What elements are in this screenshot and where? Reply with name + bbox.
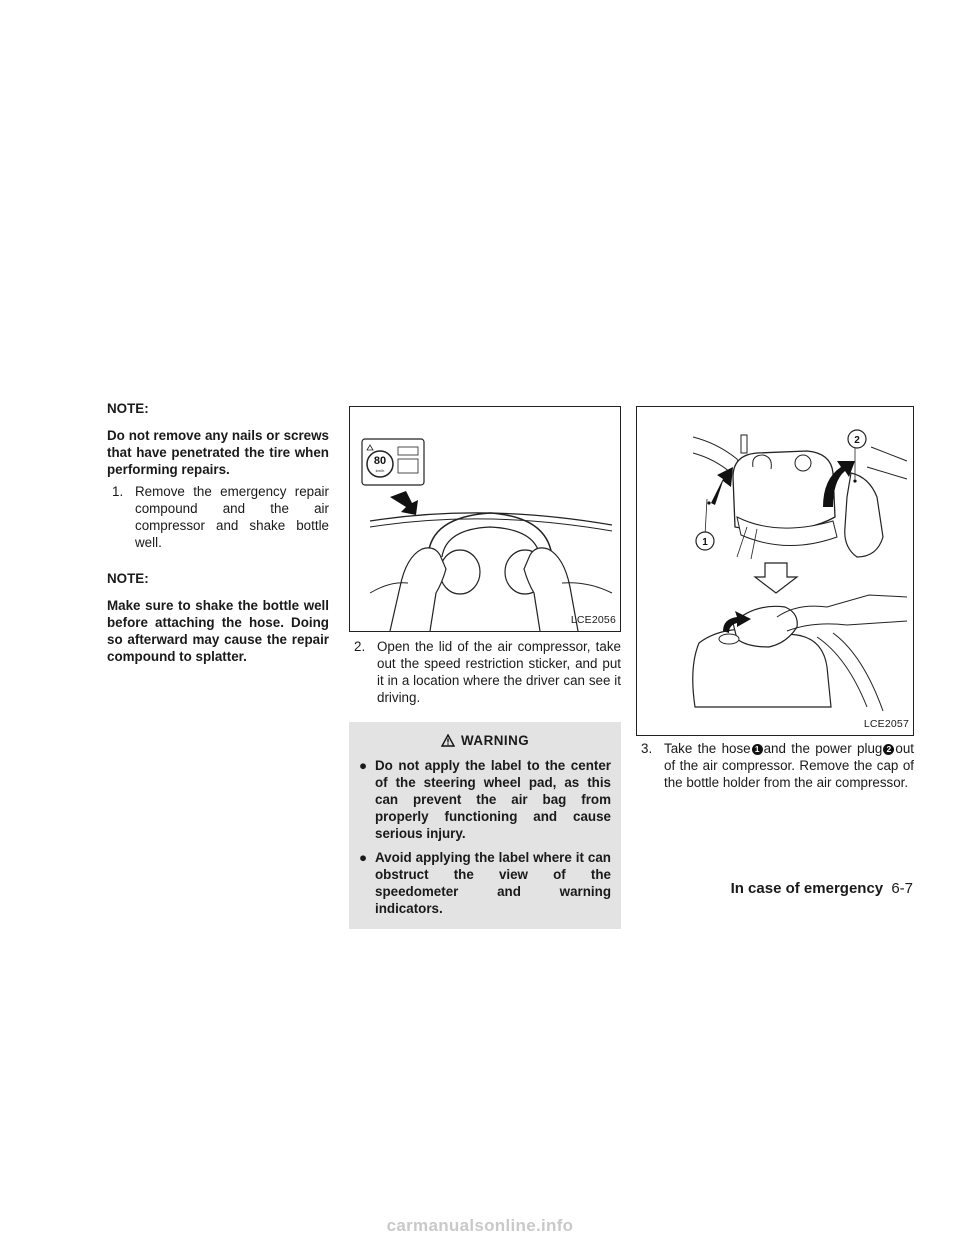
step-text-part: out of the air compressor. Remove the cap of the bottle holder from the air compressor. xyxy=(664,741,914,790)
note-heading: NOTE: xyxy=(107,571,149,586)
step-1 xyxy=(107,483,329,551)
right-column xyxy=(636,400,914,810)
speed-value: 80 xyxy=(373,455,387,467)
figure-label: LCE2057 xyxy=(863,718,909,730)
step-text: Remove the emergency repair compound and the air compressor and shake bottle well. xyxy=(135,484,329,550)
section-title: In case of emergency xyxy=(730,880,884,897)
note-text: Do not remove any nails or screws that have penetrated the tire when performing repairs. xyxy=(107,428,329,477)
figure-label: LCE2056 xyxy=(570,614,616,626)
air-compressor-illustration xyxy=(637,407,913,735)
step-number: 3. xyxy=(641,741,653,756)
warning-item-text: Do not apply the label to the center of the steering wheel pad, as this can prevent the air bag from properly functioning and cause serious injury. xyxy=(375,758,611,841)
step-number: 2. xyxy=(354,639,366,654)
warning-title xyxy=(359,732,611,749)
page-footer xyxy=(731,880,913,897)
arrow-down-icon xyxy=(755,563,797,593)
arrow-icon xyxy=(711,467,733,505)
note-text: Make sure to shake the bottle well before attaching the hose. Doing so afterward may cause the repair compound to splatter. xyxy=(107,598,329,664)
step-3 xyxy=(636,740,914,791)
bullet-icon: ● xyxy=(359,758,368,773)
figure-steering-wheel xyxy=(349,406,621,632)
step-text: Open the lid of the air compressor, take out the speed restriction sticker, and put it in a location where the driver can see it driving. xyxy=(377,639,621,705)
note-heading: NOTE: xyxy=(107,401,149,416)
figure-air-compressor xyxy=(636,406,914,736)
bullet-icon: ● xyxy=(359,850,368,865)
warning-item xyxy=(359,757,611,842)
step-number: 1. xyxy=(112,484,124,499)
speed-unit: km/h xyxy=(375,468,385,473)
step-text-part: and the power plug xyxy=(763,741,883,756)
callout-1: 1 xyxy=(702,537,708,548)
step-text-part: Take the hose xyxy=(664,741,751,756)
watermark: carmanualsonline.info xyxy=(386,1216,574,1235)
callout-2-icon: 2 xyxy=(883,744,894,755)
step-2 xyxy=(349,638,621,706)
warning-title-text: WARNING xyxy=(461,733,530,748)
warning-box xyxy=(349,722,621,929)
callout-1-icon: 1 xyxy=(752,744,763,755)
step-text xyxy=(664,741,914,790)
callout-2: 2 xyxy=(854,435,860,446)
warning-item xyxy=(359,849,611,917)
arrow-icon xyxy=(390,491,418,515)
warning-item-text: Avoid applying the label where it can obstruct the view of the speedometer and warning indicators. xyxy=(375,850,611,916)
steering-wheel-illustration xyxy=(350,407,620,631)
left-column xyxy=(107,400,329,670)
warning-icon xyxy=(441,734,455,747)
middle-column xyxy=(349,400,621,929)
page-number: 6-7 xyxy=(891,880,913,897)
